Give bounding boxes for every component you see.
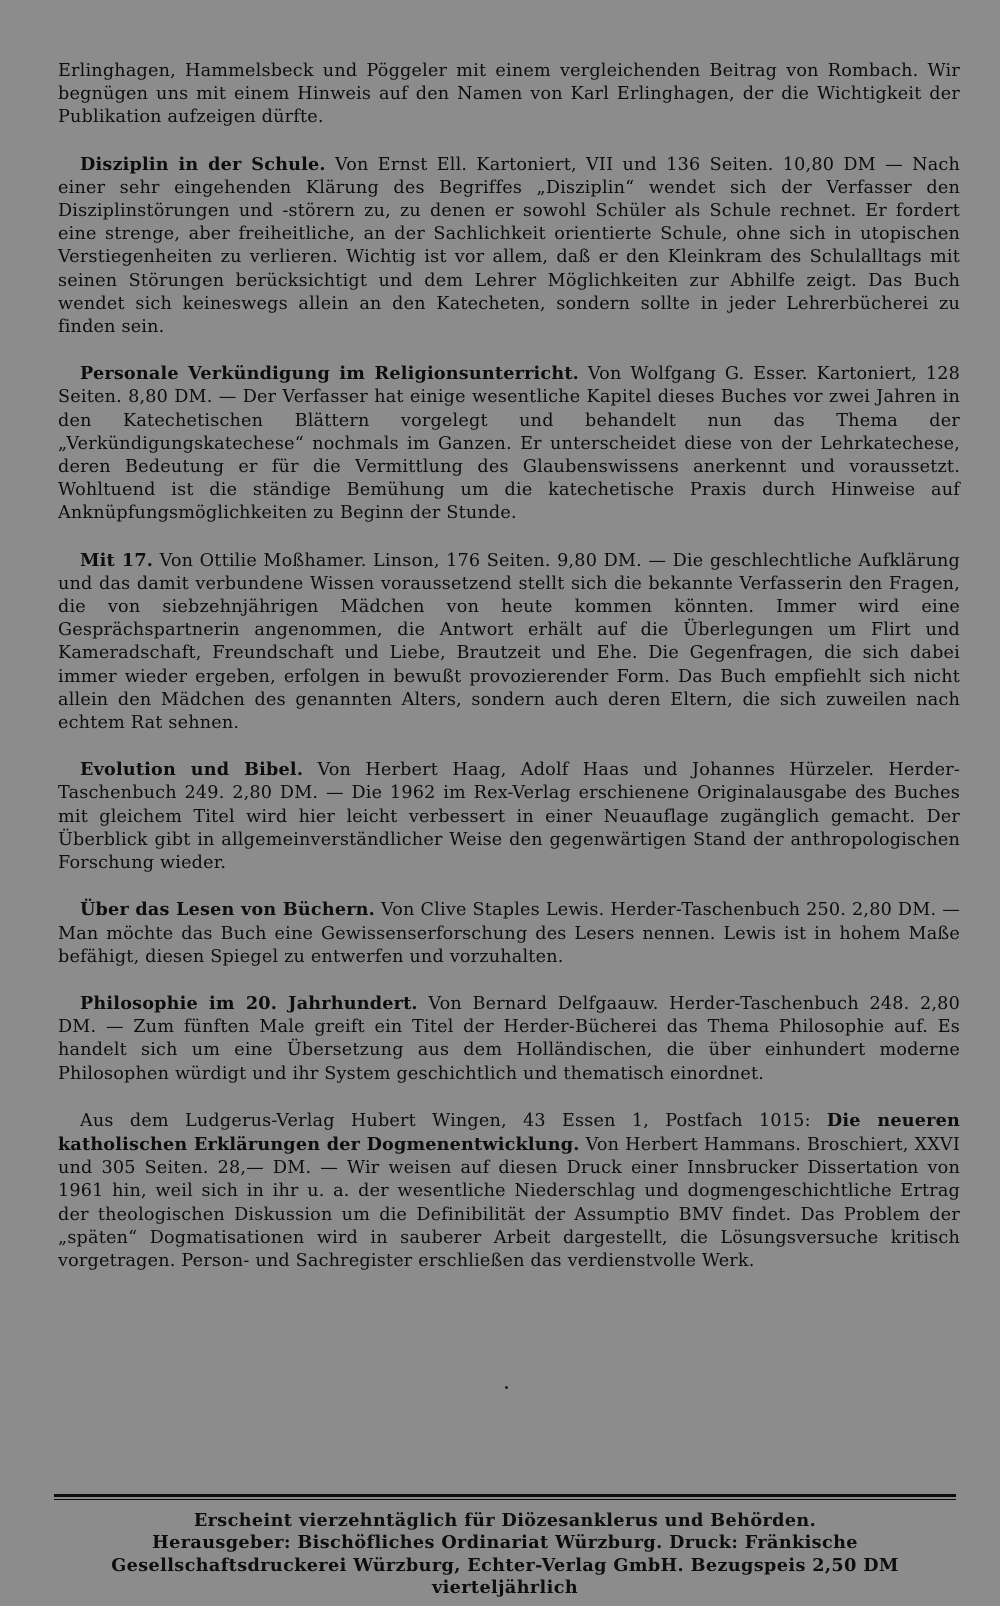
review-evolution-und-bibel — [58, 758, 960, 875]
paragraph-intro-continuation — [58, 60, 960, 130]
document-body — [58, 60, 960, 1296]
review-disziplin-in-der-schule — [58, 153, 960, 340]
review-text: Von Herbert Hammans. Broschiert, XXVI und 305 Seiten. 28,— DM. — Wir weisen auf diesen Druck einer Innsbrucker Dissertation von 1961 hin, weil sich in ihr u. a. der wesentliche Niederschlag und dogmengeschichtliche Ertrag der theologischen Diskussion um die Definibilität der Assumptio BMV findet. Das Problem der „späten“ Dogmatisationen wird in sauberer Arbeit dargestellt, die Lösungsversuche kritisch vorgetragen. Person- und Sachregister erschließen das verdienstvolle Werk. — [58, 1134, 960, 1271]
footer-imprint — [50, 1510, 960, 1600]
stray-print-dot — [505, 1386, 508, 1389]
footer-line-publisher: Herausgeber: Bischöfliches Ordinariat Würzburg. Druck: Fränkische Gesellschaftsdruckerei Würzburg, Echter-Verlag GmbH. Bezugspeis 2,50 DM vierteljährlich — [111, 1532, 899, 1599]
review-mit-17 — [58, 549, 960, 736]
review-philosophie-im-20-jahrhundert — [58, 992, 960, 1086]
review-title: Disziplin in der Schule. — [80, 153, 326, 175]
review-title: Über das Lesen von Büchern. — [80, 899, 375, 921]
footer-divider — [54, 1494, 956, 1500]
review-text: Von Ernst Ell. Kartoniert, VII und 136 Seiten. 10,80 DM — Nach einer sehr eingehenden Klärung des Begriffes „Disziplin“ wendet sich der Verfasser den Disziplinstörungen und -störern zu, zu denen er sowohl Schüler als Schule rechnet. Er fordert eine strenge, aber freiheitliche, an der Sachlichkeit orientierte Schule, ohne sich in utopischen Verstiegenheiten zu verlieren. Wichtig ist vor allem, daß er den Kleinkram des Schulalltags mit seinen Störungen berücksichtigt und dem Lehrer Möglichkeiten zur Abhilfe zeigt. Das Buch wendet sich keineswegs allein an den Katecheten, sondern sollte in jeder Lehrerbücherei zu finden sein. — [58, 154, 960, 338]
review-personale-verkuendigung — [58, 362, 960, 525]
review-title: Evolution und Bibel. — [80, 759, 304, 781]
review-title: Die neueren katholischen Erklärungen der Dogmenentwicklung. — [58, 1109, 961, 1155]
review-title: Mit 17. — [80, 549, 154, 571]
review-dogmenentwicklung — [58, 1109, 960, 1273]
review-text: Von Clive Staples Lewis. Herder-Taschenbuch 250. 2,80 DM. — Man möchte das Buch eine Gewissenserforschung des Lesers nennen. Lewis ist in hohem Maße befähigt, diesen Spiegel zu entwerfen und vorzuhalten. — [58, 900, 960, 967]
publisher-lead: Aus dem Ludgerus-Verlag Hubert Wingen, 43 Essen 1, Postfach 1015: — [80, 1110, 811, 1131]
cropped-top-text-fragment — [0, 0, 160, 6]
review-title: Philosophie im 20. Jahrhundert. — [80, 992, 418, 1014]
paragraph-text: Erlinghagen, Hammelsbeck und Pöggeler mit einem vergleichenden Beitrag von Rombach. Wir begnügen uns mit einem Hinweis auf den Namen von Karl Erlinghagen, der die Wichtigkeit der Publikation aufzeigen dürfte. — [58, 61, 960, 128]
review-text: Von Ottilie Moßhamer. Linson, 176 Seiten. 9,80 DM. — Die geschlechtliche Aufklärung und das damit verbundene Wissen voraussetzend stellt sich die bekannte Verfasserin den Fragen, die von siebzehnjährigen Mädchen von heute kommen könnten. Immer wird eine Gesprächspartnerin angenommen, die Antwort erhält auf die Überlegungen um Flirt und Kameradschaft, Freundschaft und Liebe, Brautzeit und Ehe. Die Gegenfragen, die sich dabei immer wieder ergeben, erfolgen in bewußt provozierender Form. Das Buch empfiehlt sich nicht allein den Mädchen des genannten Alters, sondern auch deren Eltern, die sich zuweilen nach echtem Rat sehnen. — [58, 550, 961, 734]
footer-line-publication-frequency: Erscheint vierzehntäglich für Diözesanklerus und Behörden. — [193, 1510, 817, 1531]
review-ueber-das-lesen-von-buechern — [58, 898, 960, 969]
review-text: Von Bernard Delfgaauw. Herder-Taschenbuch 248. 2,80 DM. — Zum fünften Male greift ein Titel der Herder-Bücherei das Thema Philosophie auf. Es handelt sich um eine Übersetzung aus dem Holländischen, die über einhundert moderne Philosophen würdigt und ihr System geschichtlich und thematisch einordnet. — [58, 993, 960, 1084]
review-title: Personale Verkündigung im Religionsunterricht. — [80, 363, 579, 385]
review-text: Von Wolfgang G. Esser. Kartoniert, 128 Seiten. 8,80 DM. — Der Verfasser hat einige wesentliche Kapitel dieses Buches vor zwei Jahren in den Katechetischen Blättern vorgelegt und behandelt nun das Thema der „Verkündigungskatechese“ nochmals im Ganzen. Er unterscheidet diese von der Lehrkatechese, deren Bedeutung er für die Vermittlung des Glaubenswissens anerkennt und voraussetzt. Wohltuend ist die ständige Bemühung um die katechetische Praxis durch Hinweise auf Anknüpfungsmöglichkeiten zu Beginn der Stunde. — [58, 364, 960, 524]
review-text: Von Herbert Haag, Adolf Haas und Johannes Hürzeler. Herder-Taschenbuch 249. 2,80 DM. — Die 1962 im Rex-Verlag erschienene Originalausgabe des Buches mit gleichem Titel wird hier leicht verbessert in einer Neuauflage zugänglich gemacht. Der Überblick gibt in allgemeinverständlicher Weise den gegenwärtigen Stand der anthropologischen Forschung wieder. — [58, 760, 960, 874]
